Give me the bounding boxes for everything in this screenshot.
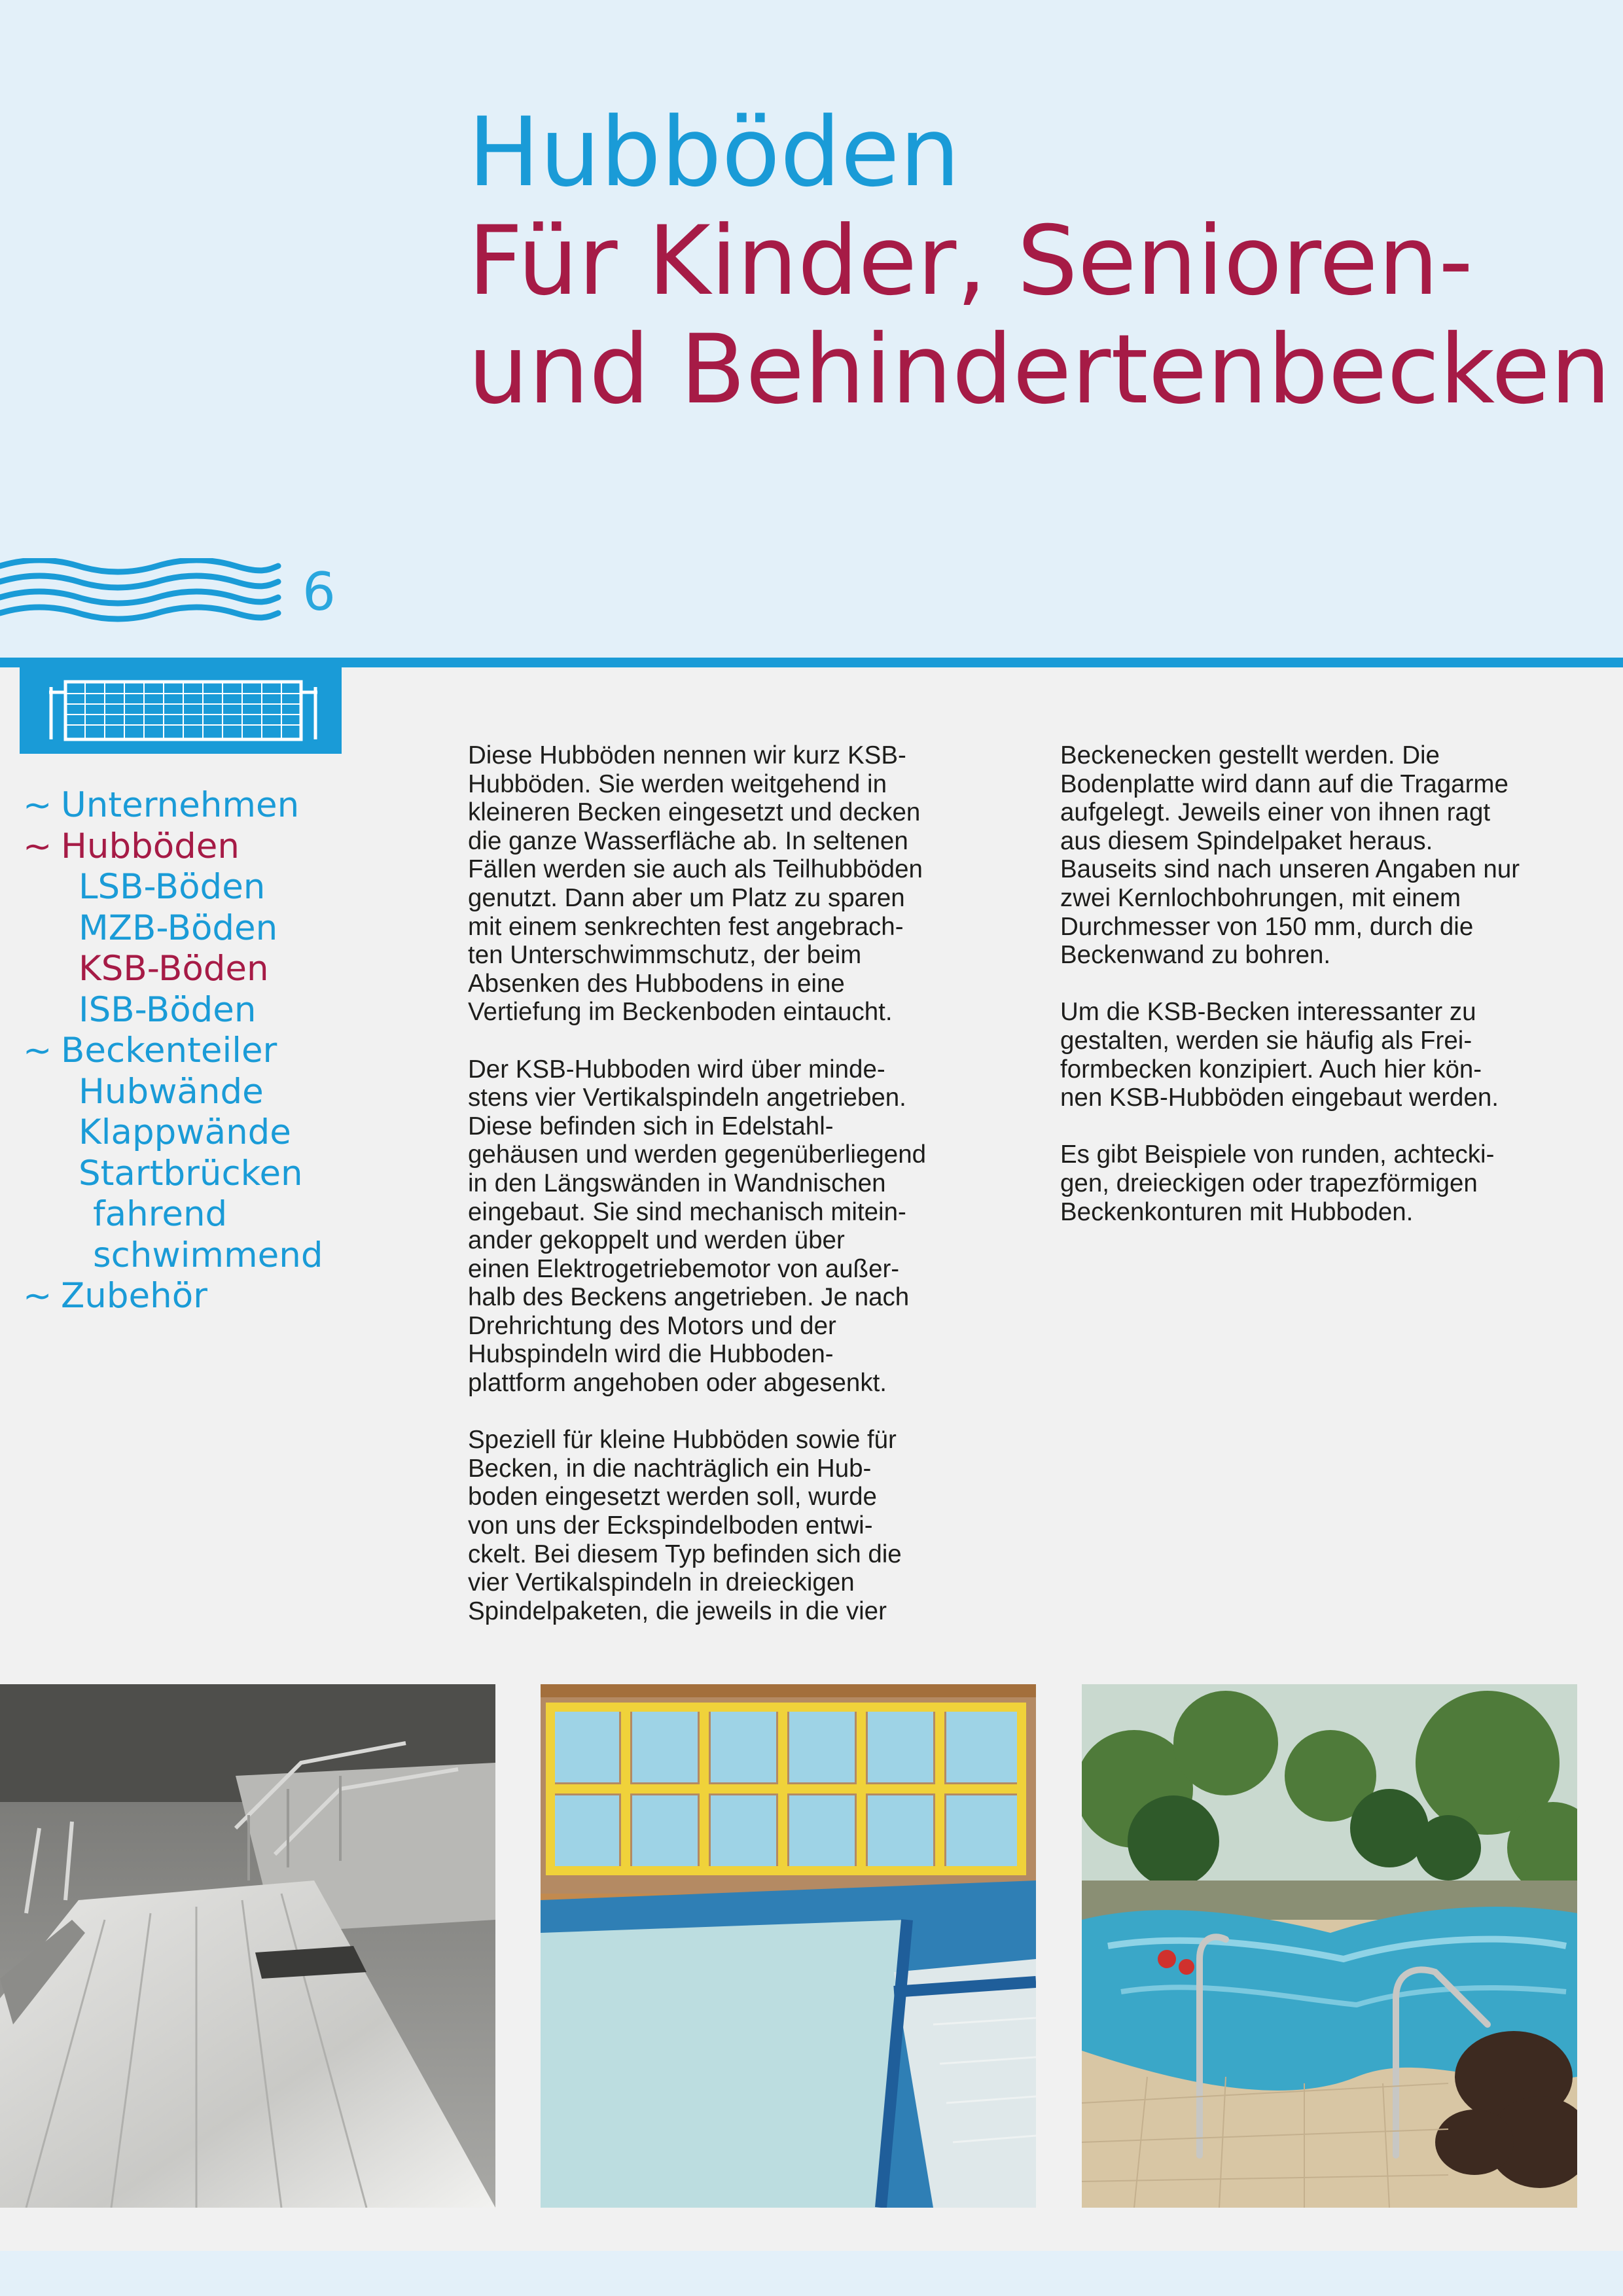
text-line: eingebaut. Sie sind mechanisch mitein- <box>468 1197 906 1226</box>
text-line: boden eingesetzt werden soll, wurde <box>468 1483 877 1511</box>
paragraph <box>468 1055 998 1398</box>
sidebar-item-startbruecken[interactable] <box>23 1154 363 1195</box>
text-line: Drehrichtung des Motors und der <box>468 1311 836 1340</box>
sidebar-item-lsb-boeden[interactable] <box>23 867 363 908</box>
text-line: ander gekoppelt und werden über <box>468 1226 845 1255</box>
sidebar-nav <box>23 785 363 1317</box>
text-line: formbecken konzipiert. Auch hier kön- <box>1060 1055 1482 1084</box>
title-line-2: Für Kinder, Senioren- <box>468 205 1473 317</box>
sidebar-item-beckenteiler[interactable] <box>23 1031 363 1072</box>
text-line: ten Unterschwimmschutz, der beim <box>468 941 862 970</box>
text-line: Bodenplatte wird dann auf die Tragarme <box>1060 769 1508 798</box>
text-line: Fällen werden sie auch als Teilhubböden <box>468 855 923 884</box>
text-line: aus diesem Spindelpaket heraus. <box>1060 826 1433 855</box>
sidebar-item-mzb-boeden[interactable] <box>23 908 363 949</box>
sidebar-item-hubboeden[interactable] <box>23 826 363 868</box>
text-line: genutzt. Dann aber um Platz zu sparen <box>468 883 905 912</box>
text-line: ckelt. Bei diesem Typ befinden sich die <box>468 1540 902 1568</box>
paragraph <box>1060 741 1590 970</box>
text-line: Es gibt Beispiele von runden, achtecki- <box>1060 1140 1495 1169</box>
sidebar-item-label: Klappwände <box>79 1112 291 1152</box>
photo-steel-lifting-floor <box>0 1684 495 2208</box>
text-line: kleineren Becken eingesetzt und decken <box>468 798 921 827</box>
sidebar-item-label: ISB-Böden <box>79 989 257 1030</box>
text-line: Durchmesser von 150 mm, durch die <box>1060 912 1474 941</box>
page-title <box>468 98 1611 424</box>
sidebar-item-hubwaende[interactable] <box>23 1072 363 1113</box>
sidebar-item-label: fahrend <box>93 1194 228 1234</box>
tilde-marker: ~ <box>23 1276 52 1316</box>
pool-grid-logo-icon <box>20 667 342 754</box>
text-line: gestalten, werden sie häufig als Frei- <box>1060 1026 1472 1055</box>
text-line: zwei Kernlochbohrungen, mit einem <box>1060 883 1461 912</box>
text-line: gen, dreieckigen oder trapezförmigen <box>1060 1169 1478 1197</box>
header-rule <box>0 658 1623 667</box>
text-line: Um die KSB-Becken interessanter zu <box>1060 998 1476 1027</box>
tilde-marker: ~ <box>23 785 52 825</box>
sidebar-item-unternehmen[interactable] <box>23 785 363 826</box>
sidebar-item-label: LSB-Böden <box>79 867 266 907</box>
text-line: Vertiefung im Beckenboden eintaucht. <box>468 998 893 1027</box>
sidebar-item-label: Hubwände <box>79 1071 264 1112</box>
text-line: Speziell für kleine Hubböden sowie für <box>468 1426 897 1455</box>
title-line-3: und Behindertenbecken <box>468 314 1611 425</box>
text-line: in den Längswänden in Wandnischen <box>468 1169 886 1197</box>
sidebar-item-ksb-boeden[interactable] <box>23 949 363 990</box>
text-line: Hubspindeln wird die Hubboden- <box>468 1340 834 1369</box>
title-line-1: Hubböden <box>468 97 961 208</box>
paragraph <box>468 1426 998 1625</box>
text-line: Diese Hubböden nennen wir kurz KSB- <box>468 741 906 769</box>
text-line: von uns der Eckspindelboden entwi- <box>468 1511 873 1540</box>
tilde-marker: ~ <box>23 1031 52 1070</box>
text-line: Beckenwand zu bohren. <box>1060 941 1331 970</box>
text-line: aufgelegt. Jeweils einer von ihnen ragt <box>1060 798 1491 827</box>
sidebar-item-schwimmend[interactable] <box>23 1235 363 1277</box>
text-line: Diese befinden sich in Edelstahl- <box>468 1112 834 1140</box>
page-number: 6 <box>302 561 336 622</box>
text-line: einen Elektrogetriebemotor von außer- <box>468 1254 900 1283</box>
sidebar-item-label: Zubehör <box>61 1276 207 1316</box>
tilde-marker: ~ <box>23 826 52 866</box>
text-line: nen KSB-Hubböden eingebaut werden. <box>1060 1084 1499 1112</box>
sidebar-item-klappwaende[interactable] <box>23 1112 363 1154</box>
paragraph <box>1060 998 1590 1112</box>
text-line: stens vier Vertikalspindeln angetrieben. <box>468 1084 906 1112</box>
sidebar-item-label: KSB-Böden <box>79 949 269 989</box>
sidebar-item-label: schwimmend <box>93 1235 323 1275</box>
sidebar-item-isb-boeden[interactable] <box>23 990 363 1031</box>
text-line: Bauseits sind nach unseren Angaben nur <box>1060 855 1520 884</box>
text-line: Beckenkonturen mit Hubboden. <box>1060 1197 1414 1226</box>
text-line: die ganze Wasserfläche ab. In seltenen <box>468 826 908 855</box>
text-line: Hubböden. Sie werden weitgehend in <box>468 769 887 798</box>
paragraph <box>468 741 998 1027</box>
sidebar-item-zubehoer[interactable] <box>23 1276 363 1317</box>
text-line: mit einem senkrechten fest angebrach- <box>468 912 904 941</box>
photo-indoor-pool-yellow-frames <box>541 1684 1036 2208</box>
text-line: Beckenecken gestellt werden. Die <box>1060 741 1440 769</box>
sidebar-item-fahrend[interactable] <box>23 1194 363 1235</box>
sidebar-item-label: Startbrücken <box>79 1153 303 1193</box>
text-line: Becken, in die nachträglich ein Hub- <box>468 1454 872 1483</box>
paragraph <box>1060 1140 1590 1226</box>
text-line: Spindelpaketen, die jeweils in die vier <box>468 1597 887 1625</box>
body-column-1 <box>468 741 998 1654</box>
photo-freeform-pool-plants <box>1082 1684 1577 2208</box>
text-line: Absenken des Hubbodens in eine <box>468 969 845 998</box>
text-line: Der KSB-Hubboden wird über minde- <box>468 1055 885 1084</box>
waves-icon <box>0 558 281 624</box>
body-column-2 <box>1060 741 1590 1255</box>
text-line: halb des Beckens angetrieben. Je nach <box>468 1283 910 1312</box>
text-line: vier Vertikalspindeln in dreieckigen <box>468 1568 855 1597</box>
text-line: gehäusen und werden gegenüberliegend <box>468 1140 927 1169</box>
sidebar-item-label: Beckenteiler <box>61 1031 277 1070</box>
text-line: plattform angehoben oder abgesenkt. <box>468 1369 887 1398</box>
sidebar-item-label: MZB-Böden <box>79 908 278 948</box>
sidebar-item-label: Hubböden <box>61 826 240 866</box>
footer-band <box>0 2251 1623 2296</box>
sidebar-item-label: Unternehmen <box>61 785 300 825</box>
